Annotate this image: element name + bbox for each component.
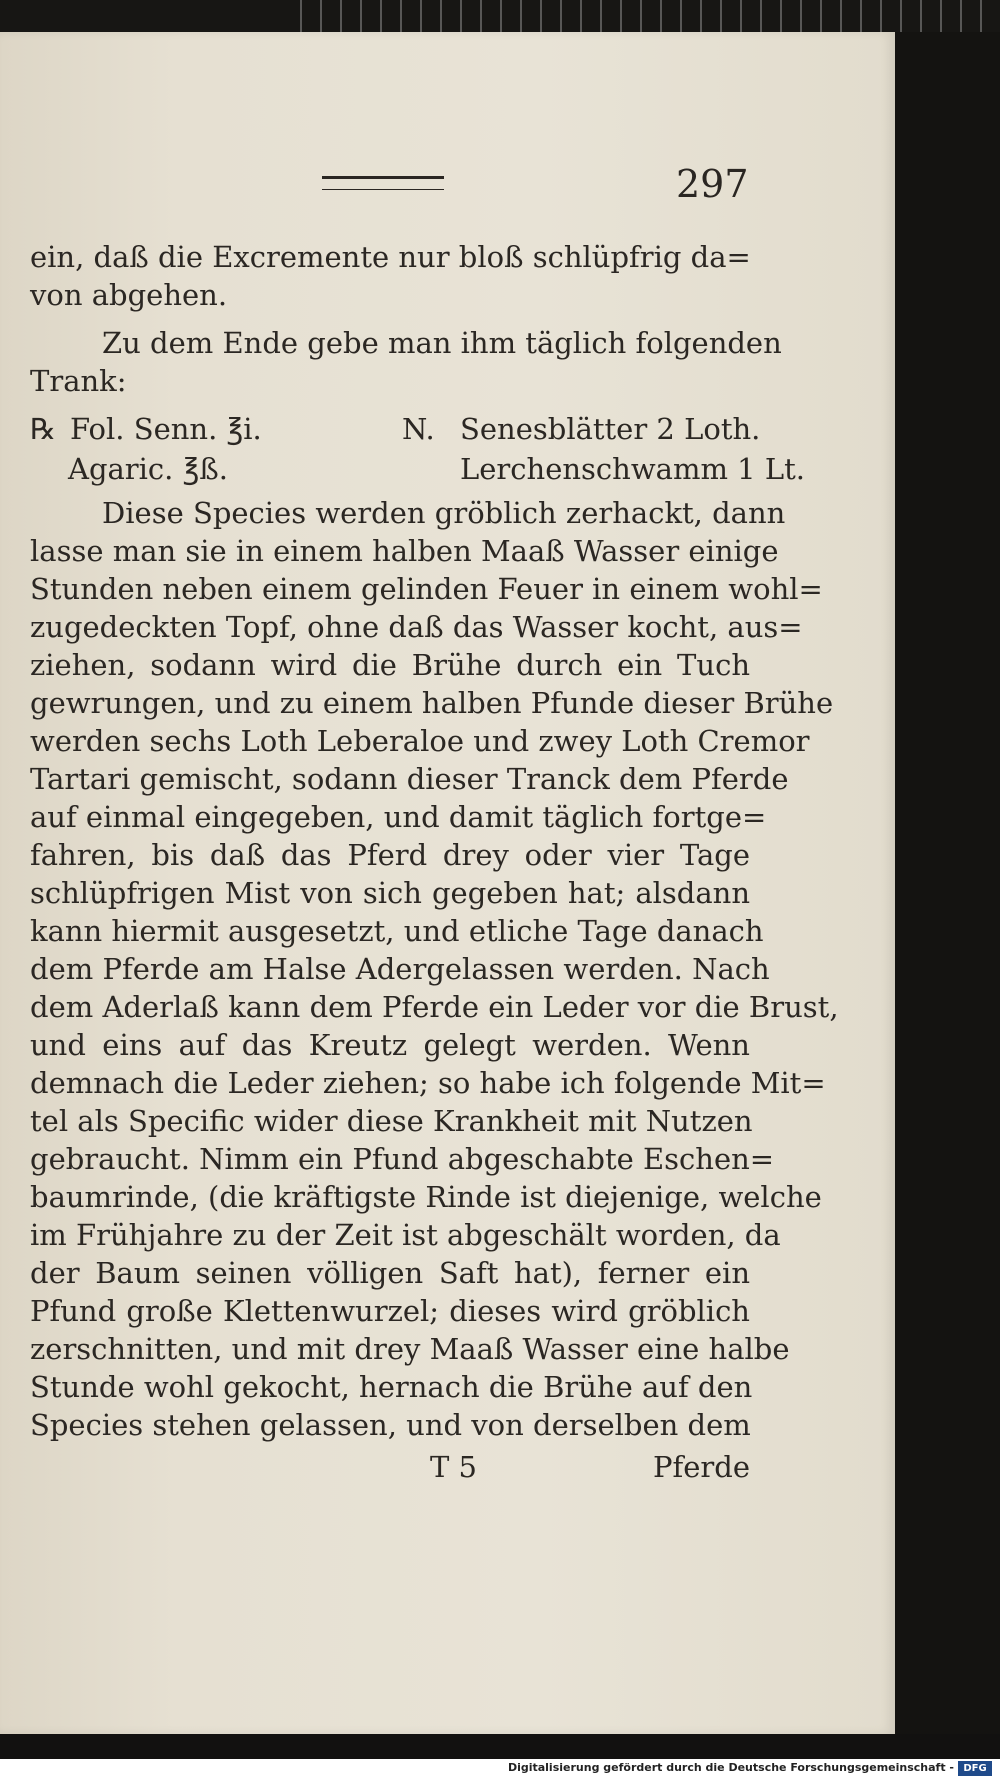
text-line: der Baum seinen völligen Saft hat), ferner ein [30,1256,750,1290]
text-line: dem Pferde am Halse Adergelassen werden. Nach [30,952,770,986]
text-line: Species stehen gelassen, und von derselben dem [30,1408,751,1442]
paragraph-1 [30,238,750,314]
dfg-logo: DFG [958,1761,992,1776]
footer-credit-text: Digitalisierung gefördert durch die Deutsche Forschungsgemeinschaft - [507,1761,954,1774]
page-footer-line [30,1448,750,1488]
text-line: von abgehen. [30,278,228,312]
page-text [30,238,839,1488]
paragraph-2 [30,324,782,400]
text-line: werden sechs Loth Leberaloe und zwey Loth Cremor [30,724,810,758]
text-line: zerschnitten, und mit drey Maaß Wasser eine halbe [30,1332,790,1366]
text-line: Tartari gemischt, sodann dieser Tranck dem Pferde [30,762,789,796]
text-line: tel als Specific wider diese Krankheit mit Nutzen [30,1104,753,1138]
digitization-footer [0,1759,1000,1779]
text-line: Zu dem Ende gebe man ihm täglich folgenden [102,326,782,360]
header-ornament-rule [322,176,444,190]
text-line: demnach die Leder ziehen; so habe ich folgende Mit= [30,1066,826,1100]
text-line: Diese Species werden gröblich zerhackt, dann [102,496,786,530]
recipe-latin-2: Agaric. ℥ß. [68,452,228,486]
text-line: baumrinde, (die kräftigste Rinde ist diejenige, welche [30,1180,822,1214]
paragraph-3 [30,494,839,1444]
scan-bottom-border [0,1734,1000,1759]
text-line: auf einmal eingegeben, und damit täglich fortge= [30,800,767,834]
text-line: zugedeckten Topf, ohne daß das Wasser kocht, aus= [30,610,803,644]
recipe-n-mark: N. [402,412,435,446]
text-line: fahren, bis daß das Pferd drey oder vier Tage [30,838,750,872]
text-line: kann hiermit ausgesetzt, und etliche Tage danach [30,914,764,948]
recipe-block [30,404,805,488]
text-line: Stunden neben einem gelinden Feuer in einem wohl= [30,572,823,606]
text-line: gebraucht. Nimm ein Pfund abgeschabte Eschen= [30,1142,775,1176]
text-line: im Frühjahre zu der Zeit ist abgeschält worden, da [30,1218,781,1252]
signature-mark: T 5 [430,1450,478,1484]
text-line: dem Aderlaß kann dem Pferde ein Leder vor die Brust, [30,990,839,1024]
text-line: Trank: [30,364,127,398]
text-line: schlüpfrigen Mist von sich gegeben hat; alsdann [30,876,750,910]
scan-ruler [300,0,1000,36]
page-number: 297 [676,162,749,206]
catchword: Pferde [653,1450,750,1484]
recipe-german-1: Senesblätter 2 Loth. [460,412,761,446]
text-line: Pfund große Klettenwurzel; dieses wird gröblich [30,1294,750,1328]
recipe-german-2: Lerchenschwamm 1 Lt. [460,452,805,486]
text-line: Stunde wohl gekocht, hernach die Brühe auf den [30,1370,753,1404]
text-line: lasse man sie in einem halben Maaß Wasser einige [30,534,779,568]
text-line: und eins auf das Kreutz gelegt werden. Wenn [30,1028,750,1062]
recipe-symbol: ℞ [30,412,56,446]
text-line: ein, daß die Excremente nur bloß schlüpfrig da= [30,240,751,274]
scan-right-border [895,32,1000,1734]
text-line: gewrungen, und zu einem halben Pfunde dieser Brühe [30,686,834,720]
recipe-latin-1: Fol. Senn. ℥i. [70,412,262,446]
text-line: ziehen, sodann wird die Brühe durch ein Tuch [30,648,750,682]
